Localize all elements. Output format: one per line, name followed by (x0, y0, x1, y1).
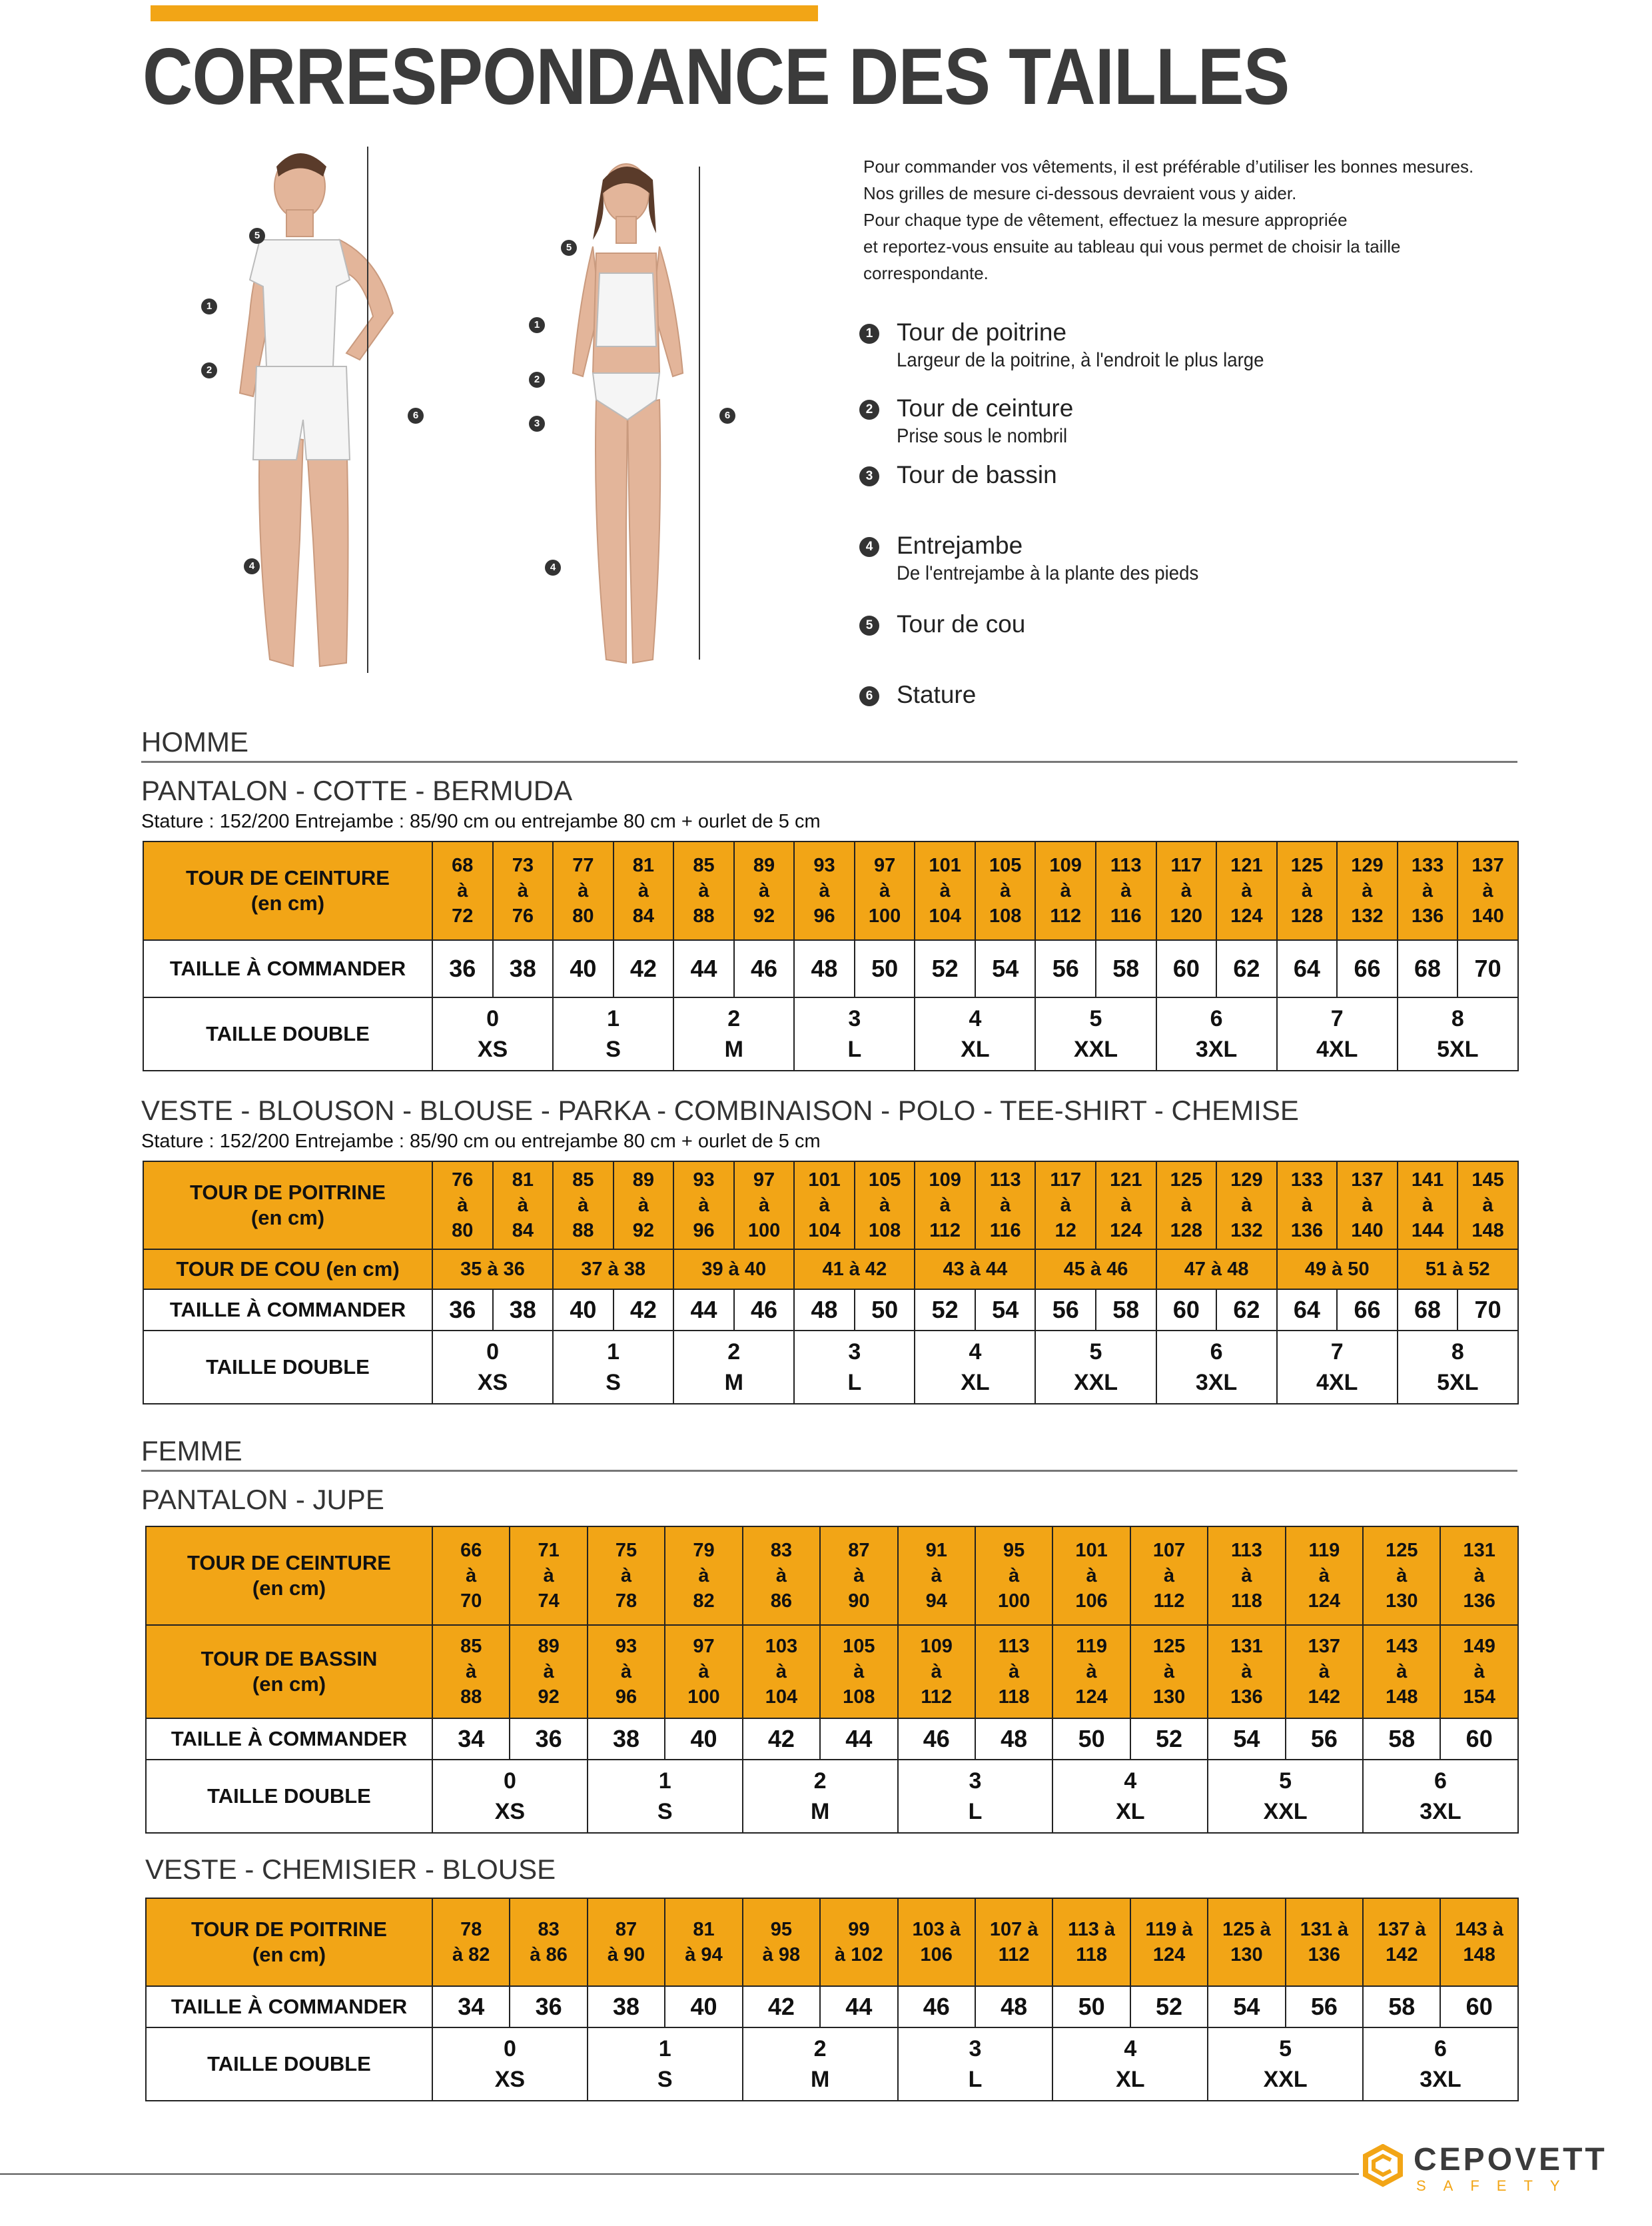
tour-de-ceinture-cell: 68 à 72 (432, 841, 493, 940)
legend-label: Tour de bassin (897, 461, 1057, 488)
tour-de-poitrine-label: TOUR DE POITRINE (en cm) (143, 1161, 432, 1249)
taille-a-commander-cell: 40 (665, 1986, 742, 2027)
taille-a-commander-cell: 38 (493, 940, 554, 997)
taille-double-label: TAILLE DOUBLE (143, 997, 432, 1071)
legend-item (859, 461, 1057, 489)
taille-double-cell: 3 L (794, 997, 915, 1071)
femme-pantalon-table (145, 1526, 1519, 1834)
tour-de-bassin-cell: 125 à 130 (1130, 1625, 1208, 1718)
taille-double-cell: 5 XXL (1035, 1331, 1156, 1404)
taille-double-cell: 3 L (898, 2027, 1053, 2101)
tour-de-poitrine-cell: 131 à 136 (1286, 1898, 1363, 1986)
tour-de-ceinture-cell: 133 à 136 (1398, 841, 1458, 940)
taille-double-cell: 8 5XL (1398, 1331, 1518, 1404)
taille-a-commander-cell: 60 (1156, 940, 1217, 997)
taille-a-commander-cell: 50 (1052, 1718, 1130, 1760)
tour-de-ceinture-cell: 131 à 136 (1440, 1526, 1517, 1625)
taille-a-commander-cell: 68 (1398, 1289, 1458, 1331)
tour-de-ceinture-row (143, 841, 1518, 940)
legend-number: 1 (859, 324, 879, 344)
figure-marker: 6 (408, 408, 424, 424)
brand-logo (1363, 2139, 1607, 2205)
intro-line: Nos grilles de mesure ci-dessous devraient vous y aider. (863, 183, 1297, 203)
taille-a-commander-cell: 66 (1337, 1289, 1398, 1331)
taille-double-cell: 6 3XL (1363, 1760, 1518, 1833)
legend-label: Stature (897, 681, 977, 708)
taille-a-commander-cell: 38 (588, 1986, 665, 2027)
tour-de-bassin-cell: 103 à 104 (743, 1625, 820, 1718)
tour-de-ceinture-cell: 75 à 78 (588, 1526, 665, 1625)
taille-a-commander-cell: 38 (493, 1289, 554, 1331)
legend-item (859, 532, 1225, 585)
legend-description: Prise sous le nombril (897, 425, 1068, 447)
taille-a-commander-cell: 50 (855, 1289, 915, 1331)
taille-double-cell: 5 XXL (1208, 1760, 1363, 1833)
tour-de-poitrine-cell: 133 à 136 (1277, 1161, 1338, 1249)
taille-double-cell: 6 3XL (1156, 997, 1277, 1071)
homme-pantalon-note: Stature : 152/200 Entrejambe : 85/90 cm ou entrejambe 80 cm + ourlet de 5 cm (141, 811, 821, 832)
tour-de-ceinture-cell: 81 à 84 (614, 841, 674, 940)
tour-de-bassin-row (146, 1625, 1518, 1718)
taille-double-cell: 8 5XL (1398, 997, 1518, 1071)
tour-de-poitrine-cell: 117 à 12 (1035, 1161, 1096, 1249)
tour-de-ceinture-cell: 71 à 74 (510, 1526, 587, 1625)
taille-a-commander-cell: 48 (794, 1289, 855, 1331)
taille-a-commander-label: TAILLE À COMMANDER (146, 1986, 432, 2027)
tour-de-ceinture-cell: 137 à 140 (1457, 841, 1518, 940)
taille-double-cell: 1 S (588, 2027, 743, 2101)
legend-description: Largeur de la poitrine, à l'endroit le plus large (897, 349, 1264, 371)
taille-a-commander-cell: 44 (673, 1289, 734, 1331)
tour-de-ceinture-label: TOUR DE CEINTURE (en cm) (143, 841, 432, 940)
taille-a-commander-cell: 46 (898, 1718, 975, 1760)
tour-de-cou-cell: 47 à 48 (1156, 1249, 1277, 1289)
taille-a-commander-cell: 46 (734, 1289, 795, 1331)
page-title: CORRESPONDANCE DES TAILLES (143, 32, 1290, 121)
tour-de-cou-cell: 45 à 46 (1035, 1249, 1156, 1289)
taille-double-cell: 3 L (794, 1331, 915, 1404)
tour-de-ceinture-cell: 129 à 132 (1337, 841, 1398, 940)
taille-a-commander-cell: 56 (1035, 1289, 1096, 1331)
taille-a-commander-cell: 36 (432, 1289, 493, 1331)
taille-a-commander-cell: 52 (915, 940, 975, 997)
tour-de-poitrine-cell: 125 à 130 (1208, 1898, 1285, 1986)
taille-double-cell: 1 S (588, 1760, 743, 1833)
taille-a-commander-row (143, 1289, 1518, 1331)
tour-de-poitrine-row (146, 1898, 1518, 1986)
taille-a-commander-cell: 40 (553, 1289, 614, 1331)
tour-de-cou-label: TOUR DE COU (en cm) (143, 1249, 432, 1289)
logo-sub: SAFETY (1416, 2177, 1577, 2194)
taille-double-row (143, 1331, 1518, 1404)
tour-de-ceinture-cell: 125 à 130 (1363, 1526, 1440, 1625)
section-homme: HOMME (141, 726, 1517, 763)
taille-double-label: TAILLE DOUBLE (146, 2027, 432, 2101)
figure-marker: 2 (529, 372, 545, 388)
taille-double-cell: 6 3XL (1156, 1331, 1277, 1404)
tour-de-poitrine-cell: 113 à 118 (1052, 1898, 1130, 1986)
taille-a-commander-cell: 46 (898, 1986, 975, 2027)
tour-de-poitrine-cell: 109 à 112 (915, 1161, 975, 1249)
figure-marker: 6 (719, 408, 735, 424)
femme-veste-table (145, 1898, 1519, 2101)
homme-veste-note: Stature : 152/200 Entrejambe : 85/90 cm ou entrejambe 80 cm + ourlet de 5 cm (141, 1131, 821, 1152)
tour-de-bassin-cell: 97 à 100 (665, 1625, 742, 1718)
tour-de-ceinture-cell: 77 à 80 (553, 841, 614, 940)
taille-double-cell: 2 M (673, 997, 794, 1071)
tour-de-poitrine-cell: 107 à 112 (975, 1898, 1052, 1986)
tour-de-poitrine-cell: 93 à 96 (673, 1161, 734, 1249)
tour-de-poitrine-cell: 141 à 144 (1398, 1161, 1458, 1249)
legend-item (859, 394, 1082, 448)
taille-a-commander-cell: 46 (734, 940, 795, 997)
tour-de-poitrine-cell: 105 à 108 (855, 1161, 915, 1249)
tour-de-ceinture-row (146, 1526, 1518, 1625)
tour-de-poitrine-cell: 129 à 132 (1216, 1161, 1277, 1249)
taille-a-commander-row (143, 940, 1518, 997)
taille-double-cell: 3 L (898, 1760, 1053, 1833)
tour-de-ceinture-cell: 66 à 70 (432, 1526, 510, 1625)
tour-de-poitrine-cell: 121 à 124 (1096, 1161, 1156, 1249)
tour-de-poitrine-cell: 87 à 90 (588, 1898, 665, 1986)
taille-a-commander-cell: 52 (1130, 1986, 1208, 2027)
taille-double-row (143, 997, 1518, 1071)
intro-line: correspondante. (863, 263, 989, 283)
tour-de-ceinture-cell: 83 à 86 (743, 1526, 820, 1625)
tour-de-poitrine-cell: 125 à 128 (1156, 1161, 1217, 1249)
taille-a-commander-cell: 60 (1440, 1718, 1517, 1760)
taille-double-cell: 1 S (553, 1331, 673, 1404)
tour-de-ceinture-cell: 91 à 94 (898, 1526, 975, 1625)
taille-double-label: TAILLE DOUBLE (143, 1331, 432, 1404)
taille-a-commander-cell: 38 (588, 1718, 665, 1760)
taille-a-commander-row (146, 1986, 1518, 2027)
taille-double-cell: 4 XL (915, 997, 1035, 1071)
tour-de-ceinture-cell: 101 à 106 (1052, 1526, 1130, 1625)
taille-double-label: TAILLE DOUBLE (146, 1760, 432, 1833)
tour-de-poitrine-cell: 83 à 86 (510, 1898, 587, 1986)
tour-de-cou-cell: 51 à 52 (1398, 1249, 1518, 1289)
taille-a-commander-cell: 34 (432, 1718, 510, 1760)
taille-a-commander-cell: 68 (1398, 940, 1458, 997)
taille-double-cell: 0 XS (432, 2027, 588, 2101)
tour-de-bassin-cell: 131 à 136 (1208, 1625, 1285, 1718)
taille-a-commander-cell: 48 (794, 940, 855, 997)
logo-mark-icon (1363, 2144, 1403, 2197)
tour-de-cou-cell: 49 à 50 (1277, 1249, 1398, 1289)
homme-pantalon-table (143, 841, 1519, 1071)
taille-a-commander-cell: 48 (975, 1986, 1052, 2027)
tour-de-ceinture-cell: 89 à 92 (734, 841, 795, 940)
taille-a-commander-cell: 64 (1277, 940, 1338, 997)
taille-a-commander-cell: 58 (1096, 1289, 1156, 1331)
taille-double-cell: 7 4XL (1277, 1331, 1398, 1404)
taille-double-row (146, 1760, 1518, 1833)
homme-pantalon-title: PANTALON - COTTE - BERMUDA (141, 775, 573, 806)
taille-double-cell: 2 M (743, 1760, 898, 1833)
tour-de-ceinture-cell: 85 à 88 (673, 841, 734, 940)
tour-de-poitrine-cell: 99 à 102 (820, 1898, 897, 1986)
figure-marker: 5 (249, 228, 265, 244)
legend-description: De l'entrejambe à la plante des pieds (897, 562, 1199, 584)
tour-de-cou-row (143, 1249, 1518, 1289)
tour-de-ceinture-cell: 121 à 124 (1216, 841, 1277, 940)
taille-a-commander-cell: 60 (1440, 1986, 1517, 2027)
tour-de-poitrine-label: TOUR DE POITRINE (en cm) (146, 1898, 432, 1986)
taille-double-cell: 5 XXL (1035, 997, 1156, 1071)
taille-a-commander-cell: 44 (820, 1986, 897, 2027)
tour-de-poitrine-cell: 76 à 80 (432, 1161, 493, 1249)
tour-de-ceinture-cell: 95 à 100 (975, 1526, 1052, 1625)
taille-a-commander-label: TAILLE À COMMANDER (143, 1289, 432, 1331)
intro-line: Pour commander vos vêtements, il est préférable d’utiliser les bonnes mesures. (863, 157, 1474, 177)
taille-a-commander-cell: 54 (1208, 1986, 1285, 2027)
legend-number: 2 (859, 400, 879, 420)
taille-a-commander-cell: 58 (1096, 940, 1156, 997)
legend-item (859, 318, 1296, 372)
taille-a-commander-cell: 56 (1286, 1986, 1363, 2027)
taille-double-cell: 7 4XL (1277, 997, 1398, 1071)
tour-de-poitrine-cell: 81 à 84 (493, 1161, 554, 1249)
taille-a-commander-cell: 62 (1216, 1289, 1277, 1331)
taille-a-commander-cell: 58 (1363, 1986, 1440, 2027)
taille-a-commander-cell: 42 (743, 1986, 820, 2027)
homme-veste-table (143, 1161, 1519, 1404)
taille-double-cell: 4 XL (1052, 1760, 1208, 1833)
legend-item (859, 681, 976, 709)
tour-de-poitrine-cell: 103 à 106 (898, 1898, 975, 1986)
taille-double-cell: 4 XL (915, 1331, 1035, 1404)
taille-a-commander-cell: 42 (614, 940, 674, 997)
taille-a-commander-cell: 50 (855, 940, 915, 997)
tour-de-ceinture-cell: 107 à 112 (1130, 1526, 1208, 1625)
figure-marker: 3 (529, 416, 545, 432)
taille-a-commander-cell: 62 (1216, 940, 1277, 997)
tour-de-bassin-cell: 143 à 148 (1363, 1625, 1440, 1718)
intro-line: Pour chaque type de vêtement, effectuez la mesure appropriée (863, 210, 1348, 230)
taille-a-commander-cell: 42 (614, 1289, 674, 1331)
section-femme: FEMME (141, 1435, 1517, 1472)
figure-marker: 1 (529, 317, 545, 333)
taille-a-commander-cell: 50 (1052, 1986, 1130, 2027)
femme-veste-title: VESTE - CHEMISIER - BLOUSE (145, 1854, 556, 1885)
taille-a-commander-cell: 70 (1457, 1289, 1518, 1331)
tour-de-ceinture-cell: 117 à 120 (1156, 841, 1217, 940)
taille-double-cell: 0 XS (432, 997, 553, 1071)
taille-a-commander-cell: 54 (1208, 1718, 1285, 1760)
homme-veste-title: VESTE - BLOUSON - BLOUSE - PARKA - COMBINAISON - POLO - TEE-SHIRT - CHEMISE (141, 1095, 1299, 1126)
taille-a-commander-cell: 36 (432, 940, 493, 997)
tour-de-bassin-cell: 113 à 118 (975, 1625, 1052, 1718)
logo-name: CEPOVETT (1414, 2142, 1607, 2177)
tour-de-ceinture-cell: 105 à 108 (975, 841, 1036, 940)
tour-de-poitrine-cell: 97 à 100 (734, 1161, 795, 1249)
tour-de-ceinture-cell: 93 à 96 (794, 841, 855, 940)
tour-de-bassin-cell: 149 à 154 (1440, 1625, 1517, 1718)
taille-a-commander-cell: 40 (665, 1718, 742, 1760)
tour-de-ceinture-cell: 73 à 76 (493, 841, 554, 940)
intro-text (863, 153, 1536, 286)
legend-label: Entrejambe (897, 532, 1023, 559)
taille-a-commander-cell: 44 (820, 1718, 897, 1760)
taille-a-commander-cell: 54 (975, 940, 1036, 997)
taille-a-commander-cell: 54 (975, 1289, 1036, 1331)
bottom-rule (0, 2173, 1359, 2175)
taille-a-commander-cell: 66 (1337, 940, 1398, 997)
tour-de-poitrine-cell: 143 à 148 (1440, 1898, 1517, 1986)
tour-de-poitrine-cell: 101 à 104 (794, 1161, 855, 1249)
legend-number: 4 (859, 537, 879, 557)
legend-number: 6 (859, 686, 879, 706)
tour-de-poitrine-cell: 137 à 142 (1363, 1898, 1440, 1986)
taille-a-commander-cell: 60 (1156, 1289, 1217, 1331)
female-figure (520, 153, 733, 686)
tour-de-ceinture-cell: 97 à 100 (855, 841, 915, 940)
figure-marker: 2 (201, 362, 217, 378)
taille-a-commander-cell: 70 (1457, 940, 1518, 997)
tour-de-poitrine-cell: 137 à 140 (1337, 1161, 1398, 1249)
taille-a-commander-cell: 40 (553, 940, 614, 997)
tour-de-bassin-cell: 105 à 108 (820, 1625, 897, 1718)
legend-item (859, 610, 1025, 638)
tour-de-cou-cell: 43 à 44 (915, 1249, 1035, 1289)
tour-de-poitrine-cell: 95 à 98 (743, 1898, 820, 1986)
tour-de-cou-cell: 35 à 36 (432, 1249, 553, 1289)
taille-a-commander-cell: 34 (432, 1986, 510, 2027)
taille-a-commander-row (146, 1718, 1518, 1760)
tour-de-poitrine-cell: 89 à 92 (614, 1161, 674, 1249)
tour-de-poitrine-cell: 145 à 148 (1457, 1161, 1518, 1249)
taille-double-cell: 2 M (673, 1331, 794, 1404)
figure-marker: 5 (561, 240, 577, 256)
taille-double-row (146, 2027, 1518, 2101)
taille-a-commander-label: TAILLE À COMMANDER (146, 1718, 432, 1760)
figure-marker: 4 (545, 560, 561, 576)
tour-de-ceinture-label: TOUR DE CEINTURE (en cm) (146, 1526, 432, 1625)
tour-de-poitrine-cell: 78 à 82 (432, 1898, 510, 1986)
taille-a-commander-cell: 36 (510, 1986, 587, 2027)
taille-double-cell: 4 XL (1052, 2027, 1208, 2101)
tour-de-poitrine-cell: 119 à 124 (1130, 1898, 1208, 1986)
taille-a-commander-cell: 48 (975, 1718, 1052, 1760)
taille-double-cell: 0 XS (432, 1331, 553, 1404)
legend-label: Tour de poitrine (897, 318, 1067, 346)
tour-de-cou-cell: 41 à 42 (794, 1249, 915, 1289)
tour-de-ceinture-cell: 113 à 116 (1096, 841, 1156, 940)
intro-line: et reportez-vous ensuite au tableau qui vous permet de choisir la taille (863, 237, 1401, 257)
taille-double-cell: 0 XS (432, 1760, 588, 1833)
figure-marker: 1 (201, 298, 217, 314)
femme-pantalon-title: PANTALON - JUPE (141, 1484, 384, 1515)
tour-de-poitrine-cell: 113 à 116 (975, 1161, 1036, 1249)
tour-de-ceinture-cell: 109 à 112 (1035, 841, 1096, 940)
taille-a-commander-cell: 42 (743, 1718, 820, 1760)
tour-de-ceinture-cell: 79 à 82 (665, 1526, 742, 1625)
taille-a-commander-cell: 56 (1035, 940, 1096, 997)
tour-de-bassin-cell: 89 à 92 (510, 1625, 587, 1718)
tour-de-bassin-cell: 119 à 124 (1052, 1625, 1130, 1718)
legend-label: Tour de ceinture (897, 394, 1074, 422)
tour-de-ceinture-cell: 125 à 128 (1277, 841, 1338, 940)
taille-a-commander-cell: 64 (1277, 1289, 1338, 1331)
tour-de-ceinture-cell: 113 à 118 (1208, 1526, 1285, 1625)
tour-de-cou-cell: 39 à 40 (673, 1249, 794, 1289)
tour-de-bassin-label: TOUR DE BASSIN (en cm) (146, 1625, 432, 1718)
tour-de-cou-cell: 37 à 38 (553, 1249, 673, 1289)
tour-de-bassin-cell: 85 à 88 (432, 1625, 510, 1718)
tour-de-bassin-cell: 93 à 96 (588, 1625, 665, 1718)
taille-double-cell: 1 S (553, 997, 673, 1071)
taille-double-cell: 5 XXL (1208, 2027, 1363, 2101)
tour-de-poitrine-cell: 85 à 88 (553, 1161, 614, 1249)
taille-double-cell: 2 M (743, 2027, 898, 2101)
taille-a-commander-cell: 52 (915, 1289, 975, 1331)
figure-marker: 4 (244, 558, 260, 574)
tour-de-ceinture-cell: 87 à 90 (820, 1526, 897, 1625)
tour-de-ceinture-cell: 119 à 124 (1286, 1526, 1363, 1625)
tour-de-poitrine-cell: 81 à 94 (665, 1898, 742, 1986)
tour-de-ceinture-cell: 101 à 104 (915, 841, 975, 940)
legend-label: Tour de cou (897, 610, 1026, 638)
taille-a-commander-cell: 58 (1363, 1718, 1440, 1760)
tour-de-bassin-cell: 109 à 112 (898, 1625, 975, 1718)
taille-a-commander-cell: 56 (1286, 1718, 1363, 1760)
legend-number: 5 (859, 616, 879, 636)
top-accent-bar (151, 5, 818, 21)
legend-number: 3 (859, 466, 879, 486)
taille-double-cell: 6 3XL (1363, 2027, 1518, 2101)
tour-de-poitrine-row (143, 1161, 1518, 1249)
taille-a-commander-cell: 36 (510, 1718, 587, 1760)
taille-a-commander-label: TAILLE À COMMANDER (143, 940, 432, 997)
tour-de-bassin-cell: 137 à 142 (1286, 1625, 1363, 1718)
taille-a-commander-cell: 44 (673, 940, 734, 997)
taille-a-commander-cell: 52 (1130, 1718, 1208, 1760)
